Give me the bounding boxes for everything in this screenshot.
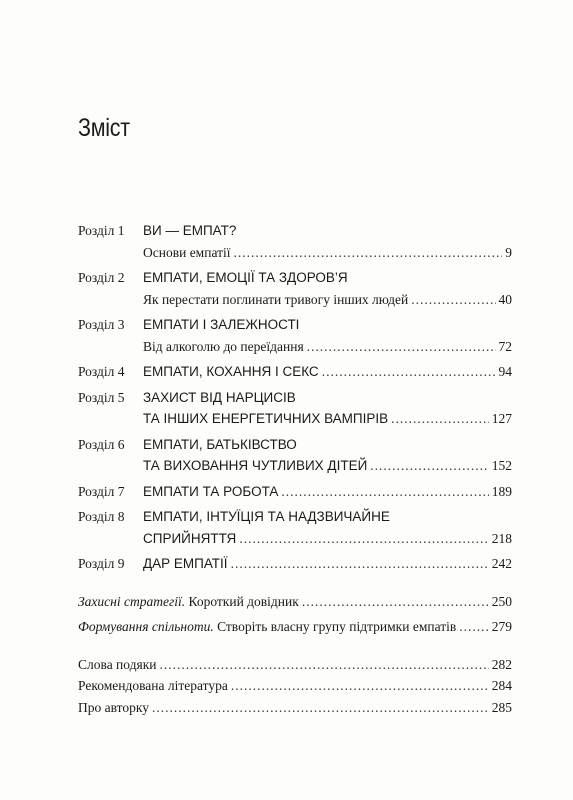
chapter-number: Розділ 7: [78, 483, 125, 499]
page-title: Зміст: [78, 114, 130, 142]
chapter-heading: ТА ІНШИХ ЕНЕРГЕТИЧНИХ ВАМПІРІВ: [143, 411, 389, 426]
chapter-heading: ЕМПАТИ ТА РОБОТА: [143, 483, 279, 499]
dot-leader: [234, 242, 503, 264]
chapter-number: Розділ 4: [78, 364, 125, 379]
back-matter-title: Рекомендована література: [78, 678, 228, 693]
chapter-number: Розділ 9: [78, 556, 125, 571]
extra-title-italic: Формування спільноти.: [78, 619, 214, 634]
dot-leader: [239, 528, 488, 550]
toc-chapter-entry: [78, 220, 512, 263]
chapter-heading: ТА ВИХОВАННЯ ЧУТЛИВИХ ДІТЕЙ: [143, 458, 368, 473]
chapter-heading: ЕМПАТИ І ЗАЛЕЖНОСТІ: [143, 317, 300, 332]
page-number: 40: [498, 291, 512, 307]
page-number: 284: [491, 678, 512, 693]
toc-chapter-entry: [78, 553, 512, 575]
chapter-heading: ЕМПАТИ, БАТЬКІВСТВО: [143, 436, 297, 452]
dot-leader: [281, 481, 488, 503]
toc-line: [78, 314, 512, 336]
chapter-heading: ВИ — ЕМПАТ?: [143, 223, 237, 238]
chapter-subtitle: Основи емпатії: [143, 244, 231, 260]
chapter-heading: ЕМПАТИ, ЕМОЦІЇ ТА ЗДОРОВ’Я: [143, 270, 348, 285]
page-number: 72: [498, 338, 512, 354]
toc-line: [78, 267, 512, 289]
toc-line: [78, 220, 512, 242]
back-matter-title: Слова подяки: [78, 656, 157, 672]
dot-leader: [302, 591, 489, 613]
toc-line: [78, 506, 512, 528]
toc-back-entry: [78, 654, 512, 676]
toc-extra-entry: [78, 616, 512, 638]
dot-leader: [391, 408, 489, 430]
toc-line: [78, 455, 512, 477]
dot-leader: [160, 654, 489, 676]
toc-chapter-entry: [78, 506, 512, 549]
extra-title: Створіть власну групу підтримки емпатів: [213, 619, 457, 634]
page-number: 242: [491, 556, 512, 571]
chapter-number: Розділ 5: [78, 389, 125, 405]
toc-line: [78, 481, 512, 503]
page-number: 189: [491, 483, 512, 499]
dot-leader: [322, 361, 496, 383]
page-number: 250: [491, 593, 512, 609]
extra-title-italic: Захисні стратегії.: [78, 593, 186, 609]
chapter-number: Розділ 3: [78, 317, 125, 332]
chapter-heading: СПРИЙНЯТТЯ: [143, 530, 237, 546]
toc-back-entry: [78, 675, 512, 697]
chapter-subtitle: Від алкоголю до переїдання: [143, 338, 304, 354]
dot-leader: [231, 675, 489, 697]
page-number: 282: [491, 656, 512, 672]
toc-line: [78, 408, 512, 430]
toc-chapter-entry: [78, 314, 512, 357]
chapter-heading: ЗАХИСТ ВІД НАРЦИСІВ: [143, 389, 296, 405]
page-number: 279: [491, 619, 512, 634]
toc-line: [78, 242, 512, 264]
chapter-heading: ЕМПАТИ, КОХАННЯ І СЕКС: [143, 364, 319, 379]
back-matter-title: Про авторку: [78, 699, 149, 715]
table-of-contents: [78, 220, 512, 718]
page-number: 285: [491, 699, 512, 715]
extra-title: Короткий довідник: [185, 593, 299, 609]
toc-chapter-entry: [78, 267, 512, 310]
chapter-number: Розділ 2: [78, 270, 125, 285]
dot-leader: [411, 289, 495, 311]
dot-leader: [231, 553, 489, 575]
page-number: 9: [505, 244, 512, 260]
toc-line: [78, 336, 512, 358]
dot-leader: [459, 616, 488, 638]
dot-leader: [152, 697, 489, 719]
toc-chapter-entry: [78, 481, 512, 503]
dot-leader: [307, 336, 496, 358]
toc-line: [78, 361, 512, 383]
chapter-subtitle: Як перестати поглинати тривогу інших людей: [143, 291, 409, 307]
dot-leader: [370, 455, 488, 477]
chapter-heading: ЕМПАТИ, ІНТУЇЦІЯ ТА НАДЗВИЧАЙНЕ: [143, 509, 390, 524]
chapter-number: Розділ 6: [78, 436, 125, 452]
toc-chapter-entry: [78, 361, 512, 383]
toc-back-entry: [78, 697, 512, 719]
page-number: 127: [491, 411, 512, 426]
chapter-number: Розділ 8: [78, 509, 125, 524]
toc-line: [78, 553, 512, 575]
page-number: 94: [498, 364, 512, 379]
toc-line: [78, 528, 512, 550]
chapter-heading: ДАР ЕМПАТІЇ: [143, 556, 228, 571]
chapter-number: Розділ 1: [78, 223, 125, 238]
page-number: 218: [491, 530, 512, 546]
toc-line: [78, 289, 512, 311]
toc-chapter-entry: [78, 434, 512, 477]
toc-line: [78, 387, 512, 409]
toc-chapter-entry: [78, 387, 512, 430]
page-number: 152: [491, 458, 512, 473]
toc-extra-entry: [78, 591, 512, 613]
toc-line: [78, 434, 512, 456]
